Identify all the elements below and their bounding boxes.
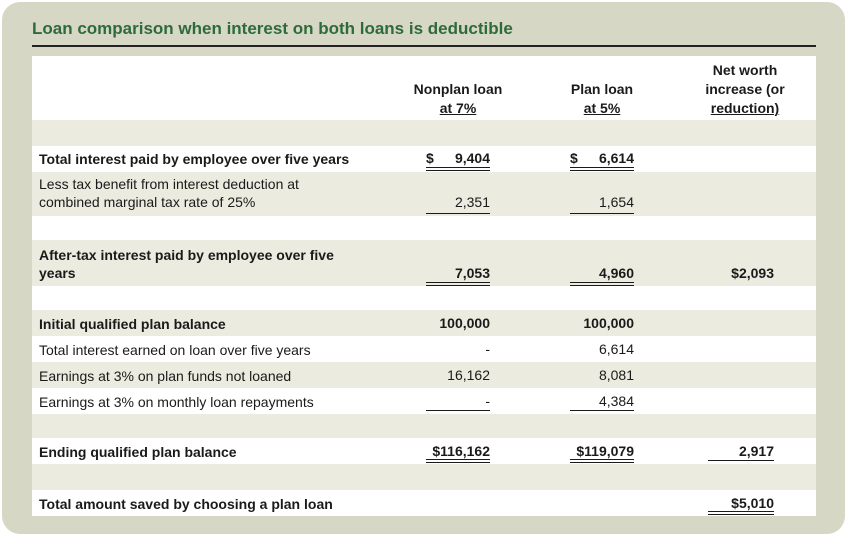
row-label: Less tax benefit from interest deduction at combined marginal tax rate of 25% (39, 176, 299, 210)
page-title: Loan comparison when interest on both loans is deductible (32, 19, 513, 38)
cell-plan: 1,654 (598, 194, 634, 210)
table-row (32, 172, 816, 216)
row-label: Earnings at 3% on monthly loan repayments (39, 394, 314, 410)
double-underline (570, 459, 634, 463)
table-row (32, 490, 816, 516)
header-nonplan-line1: Nonplan loan (413, 81, 503, 97)
cell-nonplan: - (485, 393, 490, 409)
header-row (32, 56, 816, 120)
underline (570, 213, 634, 214)
cell-net-worth: 2,917 (738, 443, 774, 459)
table-row (32, 310, 816, 336)
row-label: After-tax interest paid by employee over five years (39, 247, 334, 281)
spacer-row (32, 414, 816, 438)
table-row (32, 146, 816, 172)
table-row (32, 388, 816, 414)
header-plan-line1: Plan loan (570, 81, 634, 97)
underline (570, 410, 634, 411)
header-net-line2: increase (or (705, 81, 785, 97)
header-plan (542, 80, 662, 118)
row-label: Earnings at 3% on plan funds not loaned (39, 368, 292, 384)
underline (426, 213, 490, 214)
cell-net-worth: $5,010 (731, 495, 774, 511)
title-rule (32, 45, 816, 47)
cell-plan: 4,960 (598, 265, 634, 281)
table-row (32, 438, 816, 464)
double-underline (426, 167, 490, 171)
row-label: Total interest paid by employee over five years (39, 151, 350, 167)
row-label: Total interest earned on loan over five years (39, 342, 311, 358)
cell-plan: 6,614 (598, 341, 634, 357)
cell-nonplan: 16,162 (447, 367, 490, 383)
double-underline (426, 459, 490, 463)
spacer-row (32, 464, 816, 490)
table-row (32, 362, 816, 388)
cell-net-worth: $2,093 (731, 265, 774, 281)
header-nonplan-line2: at 7% (439, 100, 477, 116)
cell-nonplan: $116,162 (432, 443, 490, 459)
cell-nonplan: $ 9,404 (426, 150, 490, 166)
cell-plan: 8,081 (598, 367, 634, 383)
row-label: Ending qualified plan balance (39, 444, 237, 460)
row-label: Initial qualified plan balance (39, 316, 226, 332)
header-net-line1: Net worth (712, 62, 778, 78)
double-underline (708, 511, 774, 515)
table-row (32, 240, 816, 286)
cell-nonplan: 2,351 (454, 194, 490, 210)
double-underline (570, 167, 634, 171)
underline (708, 460, 774, 461)
loan-comparison-table (32, 56, 816, 516)
cell-nonplan: 100,000 (439, 315, 490, 331)
cell-plan: 4,384 (598, 393, 634, 409)
header-plan-line2: at 5% (583, 100, 621, 116)
cell-nonplan: 7,053 (454, 265, 490, 281)
underline (426, 410, 490, 411)
header-net-line3: reduction) (710, 100, 780, 116)
table-row (32, 336, 816, 362)
spacer-row (32, 216, 816, 240)
header-nonplan (398, 80, 518, 118)
cell-plan: 100,000 (583, 315, 634, 331)
cell-plan: $119,079 (576, 443, 634, 459)
spacer-row (32, 120, 816, 146)
cell-plan: $ 6,614 (570, 150, 634, 166)
cell-nonplan: - (485, 341, 490, 357)
row-label: Total amount saved by choosing a plan loan (39, 496, 333, 512)
spacer-row (32, 286, 816, 310)
header-net-worth (680, 61, 810, 118)
